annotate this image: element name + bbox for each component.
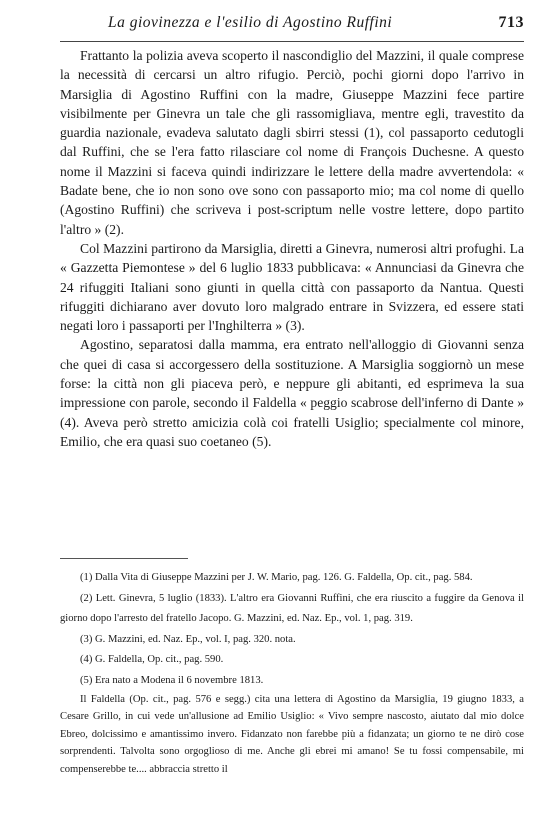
running-header <box>60 14 524 38</box>
header-rule <box>60 41 524 42</box>
footnote-4: (4) G. Faldella, Op. cit., pag. 590. <box>80 654 224 665</box>
footnotes <box>60 568 524 778</box>
paragraph-2: Col Mazzini partirono da Marsiglia, diretti a Ginevra, numerosi altri profughi. La « Gazzetta Piemontese » del 6 luglio 1833 pubblicava: « Annunciasi da Ginevra che 24 rifuggiti Italiani sono giunti in quella città con passaporto da Nantua. Questi rifuggiti dichiarano aver dovuto loro malgrado entrare in Svizzera, ed essere stati negati loro i passaporti per l'Inghilterra » (3). <box>60 240 524 334</box>
running-title: La giovinezza e l'esilio di Agostino Ruffini <box>108 14 393 31</box>
footnote-5-continuation: Il Faldella (Op. cit., pag. 576 e segg.) cita una lettera di Agostino da Marsiglia, 19 giugno 1833, a Cesare Grillo, in cui vede un'allusione ad Emilio Usiglio: « Vivo sempre nascosto, aiutato dal mio dolce Ebreo, dolcissimo e amantissimo invero. Fidanzato non farebbe più a fidanzata; un giorno te ne dirò cose sorprendenti. Talvolta sono orgoglioso di me. Anche gli ebrei mi amano! Se tu fossi compensabile, mi compenserebbe te.... abbraccia stretto il <box>60 694 524 775</box>
paragraph-3: Agostino, separatosi dalla mamma, era entrato nell'alloggio di Giovanni senza che quei di casa si accorgessero della sostituzione. A Marsiglia soggiornò un mese forse: la città non gli piaceva però, e neppure gli abitanti, ed esprimeva la sua impressione con parole, secondo il Faldella « peggio scabrose dell'inferno di Dante » (4). Aveva però stretto amicizia colà coi fratelli Usiglio; specialmente col minore, Emilio, che era quasi suo coetaneo (5). <box>60 337 524 449</box>
footnote-rule <box>60 558 188 559</box>
footnote-3: (3) G. Mazzini, ed. Naz. Ep., vol. I, pag. 320. nota. <box>80 633 296 645</box>
page-number: 713 <box>498 14 524 31</box>
main-text <box>60 46 524 451</box>
footnote-5: (5) Era nato a Modena il 6 novembre 1813. <box>80 674 264 686</box>
footnote-1: (1) Dalla Vita di Giuseppe Mazzini per J. W. Mario, pag. 126. G. Faldella, Op. cit., pag. 584. <box>80 572 473 583</box>
paragraph-1: Frattanto la polizia aveva scoperto il nascondiglio del Mazzini, il quale comprese la necessità di cercarsi un altro rifugio. Perciò, pochi giorni dopo l'arrivo in Marsiglia di Agostino Ruffini con la madre, Giuseppe Mazzini fece partire visibilmente per Ginevra un tale che gli rassomigliava, mentre egli, travestito da guardia nazionale, evadeva salutato dagli sbirri stessi (1), col passaporto cedutogli dal Ruffini, che se l'era fatto rilasciare col nome di François Duchesne. A questo nome il Mazzini si faceva quindi indirizzare le lettere della madre avvertendola: « Badate bene, che io non sono ove sono con passaporto mio; ma col nome di quello (Agostino Ruffini) che scriveva i post-scriptum nelle vostre lettere, dopo partito l'altro » (2). <box>60 48 524 237</box>
footnote-2: (2) Lett. Ginevra, 5 luglio (1833). L'altro era Giovanni Ruffini, che era riuscito a fuggire da Genova il giorno dopo l'arresto del fratello Jacopo. G. Mazzini, ed. Naz. Ep., vol. 1, pag. 319. <box>60 592 524 624</box>
